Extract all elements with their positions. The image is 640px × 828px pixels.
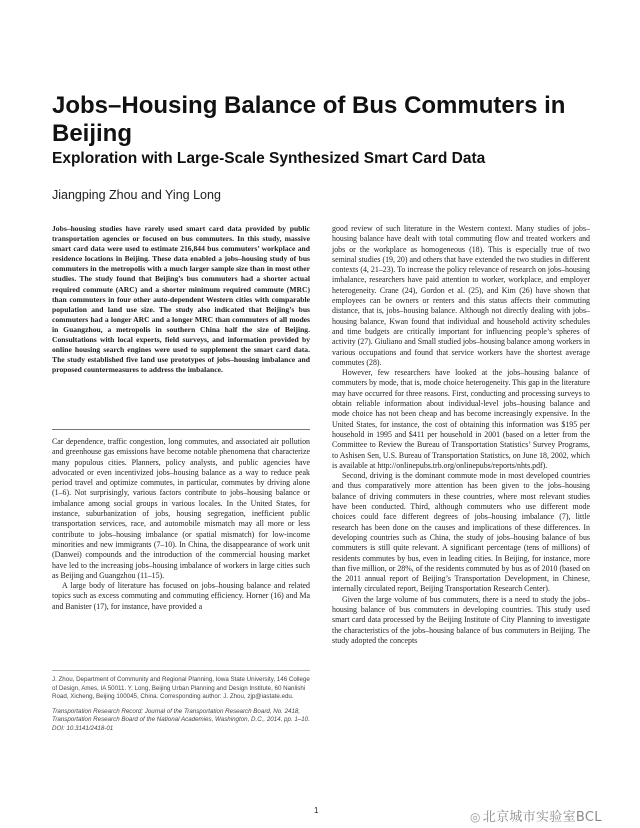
abstract [52, 224, 310, 375]
body-paragraph: Second, driving is the dominant commute mode in most developed countries and thus comparatively more attention has been given to the jobs–housing balance of driving commuters in these countries, where most relevant studies have been conducted. Third, although commuters who use different mode choices could face different degrees of jobs–housing imbalance (7), little research has been done on the causes and implications of these differences. In developing countries such as China, the study of jobs–housing balance of bus commuters is still quite relevant. A significant percentage (tens of millions) of residents commutes by bus, even in leading cities. In Beijing, for instance, more than five million, or 28%, of the residents commuted by bus as of 2010 (based on the 2011 annual report of Beijing’s Transportation Development, in Chinese, internally circulated report, Beijing Transportation Research Center). [332, 471, 590, 594]
body-paragraph: However, few researchers have looked at the jobs–housing balance of commuters by mode, that is, mode choice heterogeneity. This gap in the literature may have occurred for three reasons. First, conducting and processing surveys to obtain reliable information about individual-level jobs–housing balance and mode choice has not been cheap and has become increasingly expensive. In the United States, for instance, the cost of obtaining this information was $195 per household in 1995 and $411 per household in 2001 (based on a letter from the Committee to Review the Bureau of Transportation Statistics’ Survey Programs, to Ashisen Sen, U.S. Bureau of Transportation Statistics, on June 18, 2002, which is available at http://onlinepubs.trb.org/onlinepubs/reports/nhts.pdf). [332, 368, 590, 470]
body-column-left [52, 437, 310, 612]
footnotes [52, 676, 310, 739]
body-paragraph: good review of such literature in the Western context. Many studies of jobs–housing balance have dealt with total commuting flow and treated workers and jobs or the workplace as homogeneous (18). This is especially true of two seminal studies (19, 20) and others that have extended the two studies in different contexts (4, 21–23). To increase the policy relevance of research on jobs–housing imbalance, researchers have paid attention to worker, workplace, and employer heterogeneity. Crane (24), Gordon et al. (25), and Kim (26) have shown that employees can be owners or renters and this status affects their commuting distance, that is, jobs–housing balance. Although not directly dealing with jobs–housing balance, Kwan found that individual and household activity schedules and time budgets are critically important for influencing people’s spheres of activity (27). Giuliano and Small studied jobs–housing balance among workers in various occupations and found that service workers have the shortest average commutes (28). [332, 224, 590, 367]
citation-note: Transportation Research Record: Journal of the Transportation Research Board, No. 2418, Transportation Research Board of the National Academies, Washington, D.C., 2014, pp. 1–10. DOI: 10.3141/2418-01 [52, 707, 310, 732]
abstract-text: Jobs–housing studies have rarely used smart card data provided by public transportation agencies or focused on bus commuters. In this study, massive smart card data were used to estimate 216,844 bus commuters’ workplace and residence locations in Beijing. These data enabled a jobs–housing study of bus commuters in the metropolis with a much larger sample size than in most other studies. The study found that Beijing’s bus commuters had a shorter actual required commute (ARC) and a shorter minimum required commute (MRC) than commuters in four other auto-dependent Western cities with comparable population and land use size. The study also indicated that Beijing’s bus commuters had a longer ARC and a longer MRC than commuters of all modes in Guangzhou, a metropolis in southern China half the size of Beijing. Consultations with local experts, field surveys, and information provided by online housing search engines were used to supplement the smart card data. The study established five land use prototypes of jobs–housing imbalance and proposed countermeasures to address the imbalance. [52, 224, 310, 375]
footnote-divider [52, 670, 310, 671]
watermark-text: 北京城市实验室BCL [482, 810, 602, 825]
article-subtitle: Exploration with Large-Scale Synthesized Smart Card Data [52, 150, 486, 167]
body-paragraph: Given the large volume of bus commuters, there is a need to study the jobs–housing balance of bus commuters in developing countries. This study used smart card data processed by the Beijing Institute of City Planning to investigate the characteristics of the jobs–housing balance of bus commuters in Beijing. The study adopted the concepts [332, 594, 590, 645]
author-affiliation-note: J. Zhou, Department of Community and Regional Planning, Iowa State University, 146 College of Design, Ames, IA 50011. Y. Long, Beijing Urban Planning and Design Institute, 60 Nanlishi Road, Xicheng, Beijing 100045, China. Corresponding author: J. Zhou, zjp@iastate.edu. [52, 676, 310, 700]
article-authors: Jiangping Zhou and Ying Long [52, 188, 221, 202]
body-paragraph: Car dependence, traffic congestion, long commutes, and associated air pollution and greenhouse gas emissions have become notable phenomena that characterize many populous cities. Planners, policy analysts, and public agencies have advocated or even incentivized jobs–housing balance as a way to reduce peak period travel and optimize commutes, in particular, commutes by driving alone (1–6). Not surprisingly, various factors contribute to jobs–housing balance or imbalance among social groups in various locales. In the United States, for instance, suburbanization of jobs, housing segregation, inefficient public transportation services, race, and automobile mismatch may all more or less contribute to jobs–housing imbalance (or spatial mismatch) for low-income minorities and new immigrants (7–10). In China, the disappearance of work unit (Danwei) compounds and the introduction of the commercial housing market have led to the increasing jobs–housing imbalance of workers in large cities such as Beijing and Guangzhou (11–15). [52, 437, 310, 580]
wechat-icon: ◎ [470, 810, 481, 824]
article-title: Jobs–Housing Balance of Bus Commuters in Beijing [52, 92, 566, 147]
watermark [470, 806, 602, 825]
body-paragraph: A large body of literature has focused on jobs–housing balance and related topics such as excess commuting and commuting efficiency. Horner (16) and Ma and Banister (17), for instance, have provided a [52, 581, 310, 611]
page-number: 1 [314, 806, 319, 815]
body-column-right [332, 224, 590, 646]
abstract-divider [52, 429, 310, 430]
